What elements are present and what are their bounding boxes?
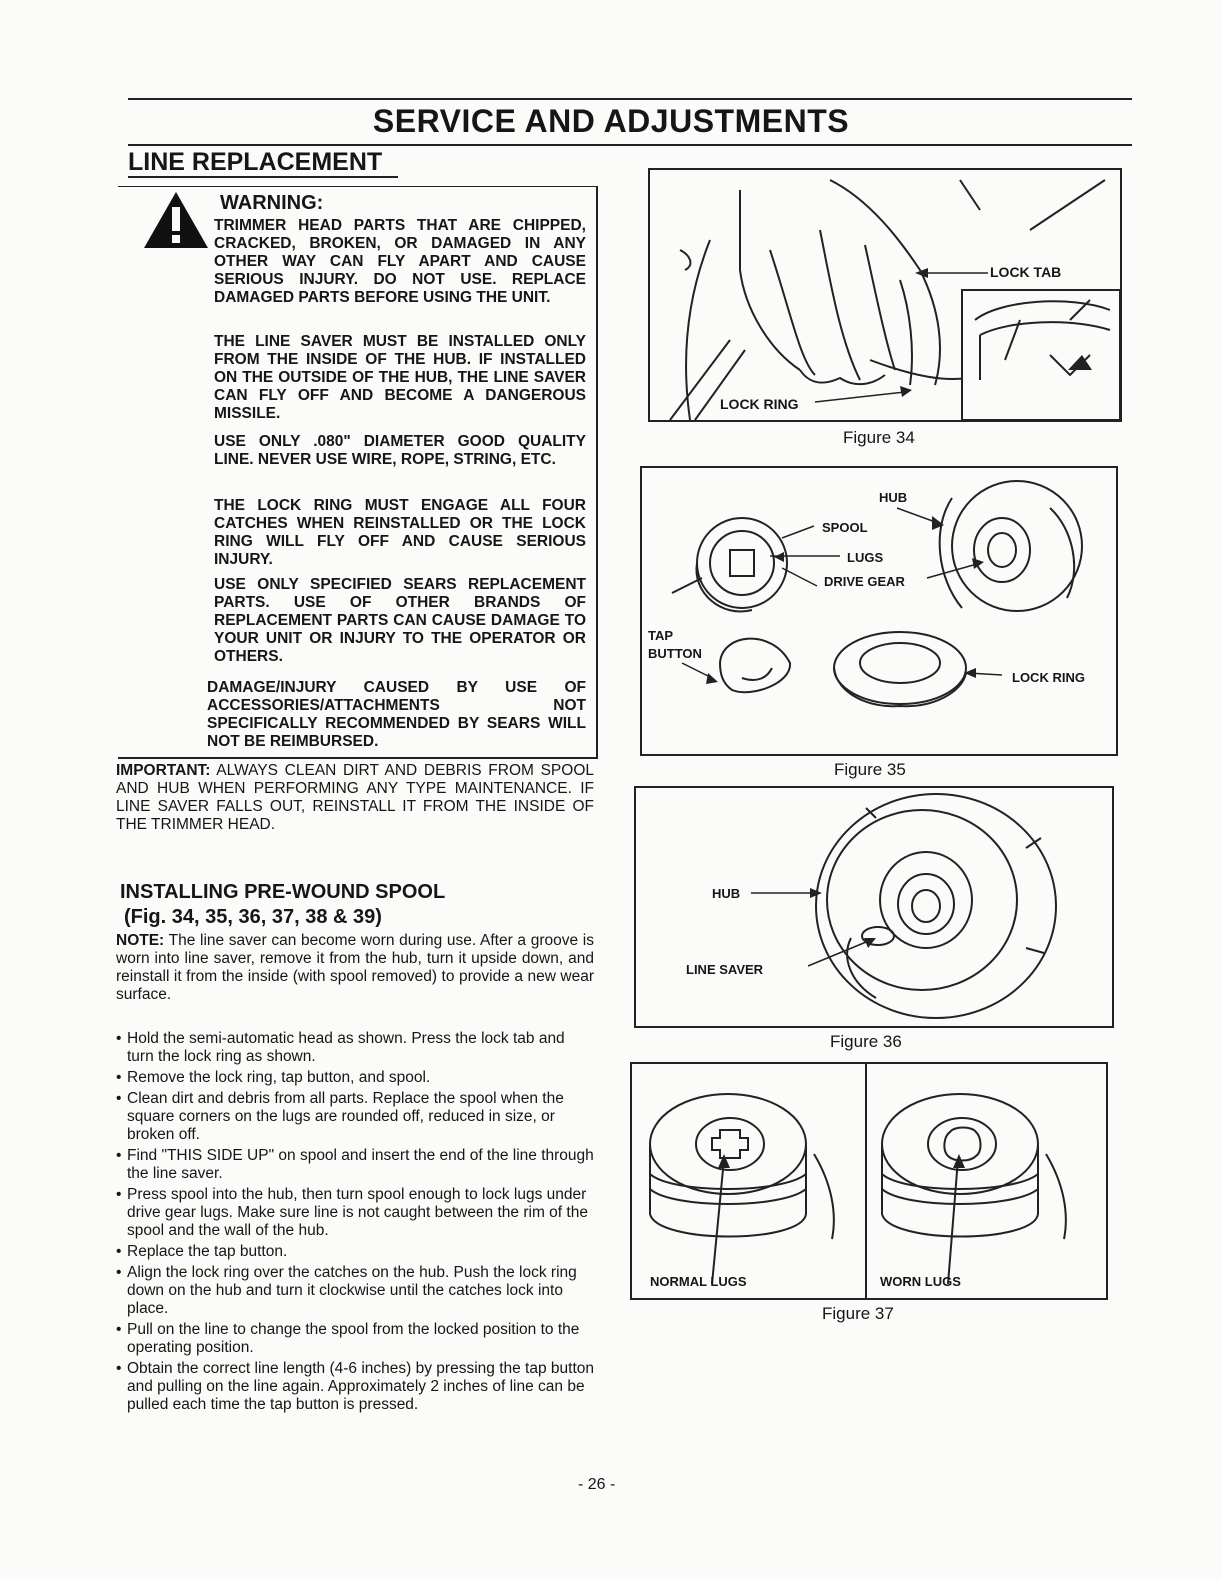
- warning-paragraph: THE LINE SAVER MUST BE INSTALLED ONLY FROM THE INSIDE OF THE HUB. IF INSTALLED ON THE OUTSIDE OF THE HUB, THE LINE SAVER CAN FLY OFF AND BECOME A DANGEROUS MISSILE.: [214, 333, 586, 422]
- figure-34: [648, 168, 1122, 422]
- warning-paragraph: USE ONLY SPECIFIED SEARS REPLACEMENT PARTS. USE OF OTHER BRANDS OF REPLACEMENT PARTS CAN CAUSE DAMAGE TO YOUR UNIT OR INJURY TO THE OPERATOR OR OTHERS.: [214, 576, 586, 665]
- page-title: SERVICE AND ADJUSTMENTS: [372, 103, 850, 139]
- warning-paragraph: THE LOCK RING MUST ENGAGE ALL FOUR CATCHES WHEN REINSTALLED OR THE LOCK RING WILL FLY OFF AND CAUSE SERIOUS INJURY.: [214, 497, 586, 568]
- warning-heading: WARNING:: [220, 192, 324, 214]
- trimmer-head-parts-illustration: [642, 468, 1116, 754]
- list-item: • Align the lock ring over the catches on the hub. Push the lock ring down on the hub and turn it clockwise until the catches lock into place.: [116, 1264, 594, 1318]
- title-underline: [128, 144, 1132, 146]
- hands-lock-ring-illustration: [650, 170, 1120, 420]
- page-number: - 26 -: [578, 1476, 616, 1493]
- label-spool: SPOOL: [822, 520, 868, 535]
- list-item: • Find "THIS SIDE UP" on spool and insert the end of the line through the line saver.: [116, 1147, 594, 1183]
- important-label: IMPORTANT:: [116, 762, 211, 779]
- figure-35-caption: Figure 35: [834, 760, 906, 779]
- list-item: • Obtain the correct line length (4-6 inches) by pressing the tap button and pulling on the line again. Approximately 2 inches of line can be pulled each time the tap button is pressed.: [116, 1360, 594, 1414]
- figure-36: [634, 786, 1114, 1028]
- important-note: [116, 762, 594, 834]
- figure-36-caption: Figure 36: [830, 1032, 902, 1051]
- label-hub: HUB: [712, 886, 741, 901]
- figure-37: [630, 1062, 1108, 1300]
- installing-note: [116, 932, 594, 1004]
- list-item: • Replace the tap button.: [116, 1243, 594, 1261]
- note-text: The line saver can become worn during use. After a groove is worn into line saver, remove it from the hub, turn it upside down, and reinstall it from the inside (with spool removed) to provide a new wear surface.: [116, 932, 594, 1003]
- figure-34-caption: Figure 34: [843, 428, 915, 447]
- label-lock-ring: LOCK RING: [1012, 670, 1085, 685]
- list-item: • Hold the semi-automatic head as shown. Press the lock tab and turn the lock ring as shown.: [116, 1030, 594, 1066]
- warning-paragraph: DAMAGE/INJURY CAUSED BY USE OF ACCESSORIES/ATTACHMENTS NOT SPECIFICALLY RECOMMENDED BY SEARS WILL NOT BE REIMBURSED.: [207, 679, 586, 750]
- label-worn-lugs: WORN LUGS: [880, 1274, 961, 1289]
- top-rule: [128, 98, 1132, 100]
- label-lock-ring: LOCK RING: [720, 396, 799, 412]
- section-title: LINE REPLACEMENT: [128, 148, 383, 176]
- steps-list: [116, 1030, 594, 1417]
- list-item: • Remove the lock ring, tap button, and spool.: [116, 1069, 594, 1087]
- list-item: • Press spool into the hub, then turn spool enough to lock lugs under drive gear lugs. Make sure line is not caught between the rim of the spool and the wall of the hub.: [116, 1186, 594, 1240]
- label-drive-gear: DRIVE GEAR: [824, 574, 905, 589]
- label-normal-lugs: NORMAL LUGS: [650, 1274, 747, 1289]
- installing-subheading: (Fig. 34, 35, 36, 37, 38 & 39): [124, 906, 382, 928]
- figure-35: [640, 466, 1118, 756]
- label-hub: HUB: [879, 490, 908, 505]
- warning-paragraph: USE ONLY .080" DIAMETER GOOD QUALITY LINE. NEVER USE WIRE, ROPE, STRING, ETC.: [214, 433, 586, 468]
- label-line-saver: LINE SAVER: [686, 962, 764, 977]
- label-tap: TAP: [648, 628, 674, 643]
- warning-triangle-icon: [142, 190, 210, 250]
- section-underline: [128, 176, 398, 178]
- label-lugs: LUGS: [847, 550, 884, 565]
- figure-37-caption: Figure 37: [822, 1304, 894, 1323]
- label-lock-tab: LOCK TAB: [990, 264, 1062, 280]
- list-item: • Pull on the line to change the spool from the locked position to the operating position.: [116, 1321, 594, 1357]
- hub-line-saver-illustration: [636, 788, 1112, 1026]
- spool-lugs-comparison-illustration: [632, 1064, 1106, 1298]
- installing-heading: INSTALLING PRE-WOUND SPOOL: [120, 881, 446, 903]
- note-label: NOTE:: [116, 932, 165, 949]
- label-button: BUTTON: [648, 646, 702, 661]
- important-text: ALWAYS CLEAN DIRT AND DEBRIS FROM SPOOL AND HUB WHEN PERFORMING ANY TYPE MAINTENANCE. IF LINE SAVER FALLS OUT, REINSTALL IT FROM THE INSIDE OF THE TRIMMER HEAD.: [116, 762, 594, 833]
- warning-paragraph: TRIMMER HEAD PARTS THAT ARE CHIPPED, CRACKED, BROKEN, OR DAMAGED IN ANY OTHER WAY CAN FLY APART AND CAUSE SERIOUS INJURY. DO NOT USE. REPLACE DAMAGED PARTS BEFORE USING THE UNIT.: [214, 217, 586, 306]
- list-item: • Clean dirt and debris from all parts. Replace the spool when the square corners on the lugs are rounded off, reduced in size, or broken off.: [116, 1090, 594, 1144]
